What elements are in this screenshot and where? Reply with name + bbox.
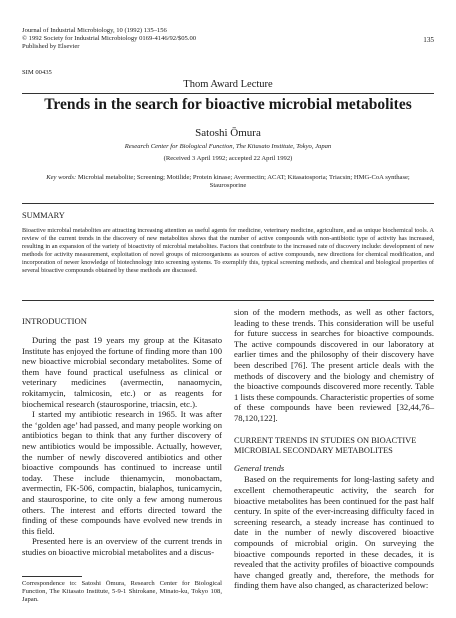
title-rule-top [22, 93, 434, 94]
trends-heading: CURRENT TRENDS IN STUDIES ON BIOACTIVE MICROBIAL SECONDARY METABOLITES [234, 435, 417, 455]
left-column [22, 316, 222, 557]
footnote-rule [22, 576, 82, 577]
keywords-text: Microbial metabolite; Screening; Motilide; Protein kinase; Avermectin; ACAT; Kitasatosporia; Triacsin; HMG-CoA synthase; Staurosporine [77, 174, 410, 190]
keywords [28, 174, 428, 190]
keywords-label: Key words: [46, 174, 77, 181]
journal-citation: Journal of Industrial Microbiology, 10 (1992) 135–156 [22, 27, 167, 34]
journal-header [22, 27, 342, 52]
right-column [234, 307, 434, 591]
copyright-line: © 1992 Society for Industrial Microbiology 0169-4146/92/$05.00 [22, 35, 197, 43]
affiliation: Research Center for Biological Function, The Kitasato Institute, Tokyo, Japan [124, 143, 332, 150]
summary-rule-bottom [22, 300, 434, 301]
summary-text: Bioactive microbial metabolites are attracting increasing attention as useful agents for medicine, veterinary medicine, agriculture, and as unique biochemical tools. A review of the current trends in the discovery of new metabolites shows that the number of active compounds with non-antibiotic type of activity has increased, resulting in an expansion of the variety of bioactivity of microbial metabolites. Factors that contribute to the increased rate of discovery include: development of new methods for activity measurement, exploitation of novel groups of microorganisms as sources of active compounds, new directions for chemical modification, and incorporation of newer knowledge of biotechnology into screening systems. To exemplify this, typical screening methods, and chemical and biological properties of several bioactive compounds obtained by these methods are discussed. [22, 227, 434, 274]
article-title: Trends in the search for bioactive microbial metabolites [44, 96, 412, 113]
intro-paragraph-1: During the past 19 years my group at the Kitasato Institute has enjoyed the fortune of finding more than 100 new bioactive microbial secondary metabolites. Some of them have found practical usefulness as clinical or veterinary medicines (avermectin, nanaomycin, rokitamycin, talmicosin, etc.) or as reagents for biochemical research (staurosporine, triacsin, etc.). [22, 335, 222, 409]
lecture-label: Thom Award Lecture [183, 79, 273, 90]
sim-id: SIM 00435 [22, 69, 52, 76]
intro-heading: INTRODUCTION [22, 316, 87, 326]
summary-rule-top [22, 203, 434, 204]
summary-heading: SUMMARY [22, 211, 65, 220]
general-trends-subheading: General trends [234, 464, 285, 474]
correspondence-footnote: Correspondence to: Satoshi Ōmura, Research Center for Biological Function, The Kitasato Institute, 5-9-1 Shirokane, Minato-ku, Tokyo 108, Japan. [22, 580, 222, 604]
author: Satoshi Ōmura [195, 127, 261, 139]
intro-paragraph-2: I started my antibiotic research in 1965. It was after the ‘golden age’ had passed, and many people working on antibiotics began to think that any further discovery of new antibiotics would be impossible. Actually, however, the number of newly discovered antibiotics and other bioactive compounds has continued to increase until today. These include thienamycin, monobactam, avermectin, FK-506, compactin, bialaphos, tunicamycin, and staurosporine, to cite only a few among numerous others. The interest and efforts directed toward the finding of these compounds have evolved new trends in this field. [22, 409, 222, 536]
publisher-line: Published by Elsevier [22, 43, 80, 51]
received-dates: (Received 3 April 1992; accepted 22 April 1992) [163, 155, 293, 162]
page-number: 135 [423, 36, 434, 44]
intro-paragraph-3: Presented here is an overview of the current trends in studies on bioactive microbial metabolites and a discus- [22, 536, 222, 557]
right-paragraph-2: Based on the requirements for long-lasting safety and excellent chemotherapeutic activity, the search for bioactive metabolites has been continued for the past half century. In spite of the ever-increasing difficulty faced in screening research, a steady increase has continued to date in the number of newly discovered bioactive compounds of microbial origin. On surveying the bioactive compounds reported in these decades, it is revealed that the activity profiles of bioactive compounds have changed greatly and, therefore, the methods for finding them have also changed, as characterized below: [234, 474, 434, 591]
right-paragraph-1: sion of the modern methods, as well as other factors, leading to these trends. This consideration will be useful for future success in searches for bioactive compounds. The active compounds discovered in our laboratory at earlier times and the philosophy of their discovery have been described [76]. The present article deals with the methods of discovery and the biology and chemistry of the bioactive compounds discovered more recently. Table 1 lists these compounds. Characteristic properties of some of these compounds have been reviewed [32,44,76–78,120,122]. [234, 307, 434, 423]
